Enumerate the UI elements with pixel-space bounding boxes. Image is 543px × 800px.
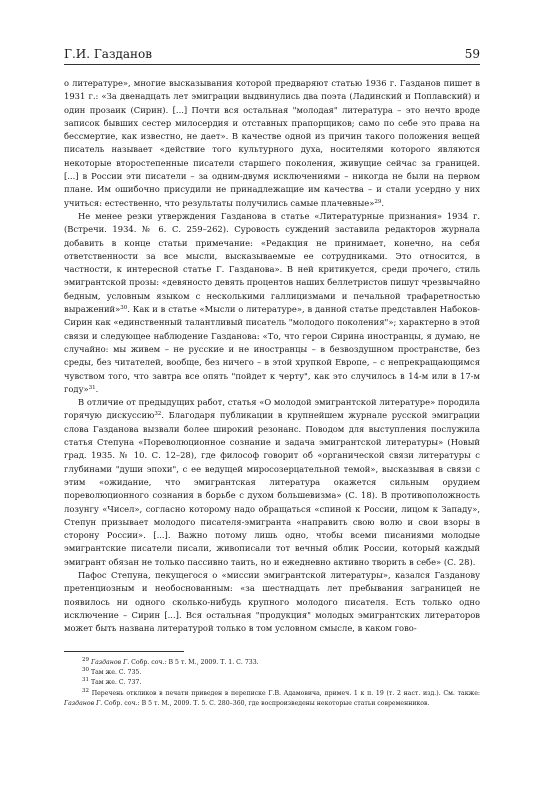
paragraph-4	[64, 569, 480, 635]
paragraph-text: .	[381, 197, 385, 208]
running-header	[64, 44, 480, 65]
footnote-text: Там же. С. 735.	[89, 669, 142, 677]
paragraph-text: В отличие от предыдущих работ, статья «О молодой эмигрантской литературе» породила горячую дискуссию	[64, 397, 480, 421]
footnote-31	[64, 678, 480, 688]
footnote-text: Перечень откликов в печати приведен в переписке Г.В. Адамовича, примеч. 1 к п. 19 (т. 2 наст. изд.). См. также:	[89, 689, 480, 697]
footnote-number: 31	[82, 677, 89, 684]
paragraph-1	[64, 77, 480, 210]
paragraph-text: Пафос Степуна, пекущегося о «миссии эмигрантской литературы», казался Газданову претенциозным и необоснованным: «за шестнадцать лет пребывания заграницей не появилось ни одного сколько-нибудь крупного молодого писателя. Есть только одно исключение – Сирин [...]. Вся остальная "продукция" молодых эмигрантских литераторов может быть названа литературой только в том условном смысле, в каком гово-	[64, 569, 480, 634]
footnote-30	[64, 668, 480, 678]
paragraph-text: Не менее резки утверждения Газданова в статье «Литературные признания» 1934 г. (Встречи. 1934. № 6. С. 259–262). Суровость суждений заставила редакторов журнала добавить в конце статьи примечание: «Редакция не принимает, конечно, на себя ответственности за все мысли, высказываемые ее сотрудниками. Это относится, в частности, к интересной статье Г. Газданова». В ней критикуется, среди прочего, стиль эмигрантской прозы: «девяносто девять процентов наших беллетристов пишут чрезвычайно бедным, условным языком с несколькими галлицизмами и печальной трафаретностью выражений»	[64, 210, 480, 315]
body-text	[64, 77, 480, 635]
footnote-ref: 30	[120, 305, 128, 312]
footnote-text: Собр. соч.: В 5 т. М., 2009. Т. 5. С. 280–360, где воспроизведены некоторые статьи современников.	[102, 699, 430, 707]
footnote-text: Собр. соч.: В 5 т. М., 2009. Т. 1. С. 733.	[129, 659, 259, 666]
footnote-29	[64, 658, 480, 668]
paragraph-text: . Как и в статье «Мысли о литературе», в данной статье представлен Набоков-Сирин как «единственный талантливый писатель "молодого поколения"»; характерно в этой связи и следующее наблюдение Газданова: «То, что герои Сирина иностранцы, я думаю, не случайно: мы живем – не русские и не иностранцы – в безвоздушном пространстве, без среды, без читателей, вообще, без ничего – в этой хрупкой Европе, – с непрекращающимся чувством того, что завтра все опять "пойдет к черту", как это случилось в 14-м или в 17-м году»	[64, 304, 480, 394]
footnotes	[64, 658, 480, 709]
footnote-32	[64, 689, 480, 709]
footnote-divider	[64, 651, 184, 652]
paragraph-3	[64, 396, 480, 569]
footnote-number: 32	[82, 687, 89, 694]
header-author: Г.И. Газданов	[64, 47, 153, 61]
page-number: 59	[464, 47, 480, 61]
footnote-author: Газданов Г.	[90, 659, 130, 666]
paragraph-2	[64, 210, 480, 396]
footnote-number: 30	[82, 667, 89, 674]
footnote-text: Там же. С. 737.	[89, 679, 142, 687]
footnote-number: 29	[82, 657, 89, 663]
footnote-author: Газданов Г.	[64, 699, 103, 707]
paragraph-text: о литературе», многие высказывания которой предваряют статью 1936 г. Газданов пишет в 1931 г.: «За двенадцать лет эмиграции выдвинулись два поэта (Ладинский и Поплавский) и один прозаик (Сирин). [...] Почти вся остальная "молодая" литература – это нечто вроде записок бывших сестер милосердия и отставных прапорщиков; само по себе это права на бессмертие, как известно, не дает». В качестве одной из причин такого положения вещей писатель называет «действие того культурного духа, носителями которого являются некоторые второстепенные писатели старшего поколения, живущие сейчас за границей. [...] в России эти писатели – за одним-двумя исключениями – никогда не были на первом плане. Им ошибочно присудили не принадлежащие им качества – и стали усердно у них учиться: естественно, что результаты получились самые плачевные»	[64, 78, 480, 208]
footnote-ref: 29	[374, 198, 382, 205]
paragraph-text: . Благодаря публикации в крупнейшем журнале русской эмиграции слова Газданова вызвали более широкий резонанс. Поводом для выступления послужила статья Степуна «Пореволюционное сознание и задача эмигрантской литературы» (Новый град. 1935. № 10. С. 12–28), где философ говорит об «органической связи литературы с глубинами "души эпохи", с ее ведущей миросозерцательной темой», высказывая в связи с этим «ожидание, что эмигрантская литература окажется сильным орудием пореволюционного сознания в борьбе с духом большевизма» (С. 18). В противоположность лозунгу «Чисел», согласно которому надо обращаться «спиной к России, лицом к Западу», Степун призывает молодого писателя-эмигранта «направить свою волю и свои взоры в сторону России». [...]. Важно потому лишь одно, чтобы всеми писаниями молодые эмигрантские писатели писали, живописали тот вечный облик России, который каждый эмигрант обязан не только пассивно таить, но и ежедневно активно творить в себе» (С. 28).	[64, 410, 480, 567]
paragraph-text: .	[95, 383, 99, 394]
footnote-ref: 31	[88, 384, 96, 391]
footnote-ref: 32	[154, 411, 162, 418]
